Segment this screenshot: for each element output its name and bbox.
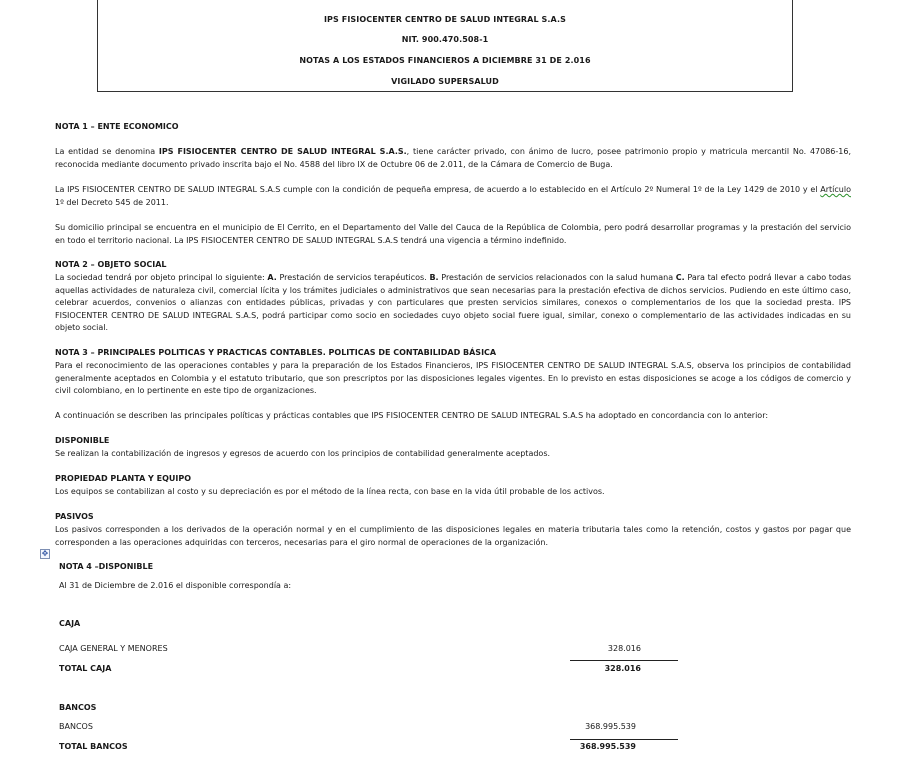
- disponible-text: Se realizan la contabilización de ingresos y egresos de acuerdo con los principios de contabilidad generalmente aceptados.: [55, 449, 551, 458]
- bancos-subtotal-rule: [570, 739, 678, 740]
- ppe-text: Los equipos se contabilizan al costo y su depreciación es por el método de la línea recta, con base en la vida útil probable de los activos.: [55, 487, 605, 496]
- supervision-label: VIGILADO SUPERSALUD: [391, 77, 499, 86]
- bancos-total-label: TOTAL BANCOS: [59, 742, 128, 751]
- nota3-paragraph-2: A continuación se describen las principales políticas y prácticas contables que IPS FISIOCENTER CENTRO DE SALUD INTEGRAL S.A.S ha adoptado en concordancia con lo anterior:: [55, 411, 769, 420]
- nota3-heading: NOTA 3 – PRINCIPALES POLITICAS Y PRACTICAS CONTABLES. POLITICAS DE CONTABILIDAD BÁSICA: [55, 348, 497, 357]
- nota2-heading: NOTA 2 – OBJETO SOCIAL: [55, 260, 167, 269]
- caja-total-value: 328.016: [604, 664, 641, 673]
- document-header: [97, 0, 793, 92]
- caja-row-label: CAJA GENERAL Y MENORES: [59, 644, 168, 653]
- nota3-paragraph-1: Para el reconocimiento de las operaciones contables y para la preparación de los Estados Financieros, IPS FISIOCENTER CENTRO DE SALUD INTEGRAL S.A.S, observa los principios de contabilidad generalmente aceptados en Colombia y el estatuto tributario, que son prescriptos por las disposiciones legales vigentes. En lo previsto en estas disposiciones se acoge a los códigos de comercio y civil colombiano, en lo pertinente en este tipo de organizaciones.: [55, 361, 851, 395]
- nota4-intro: Al 31 de Diciembre de 2.016 el disponible correspondía a:: [59, 581, 292, 590]
- caja-subtotal-rule: [570, 660, 678, 661]
- caja-row-value: 328.016: [607, 644, 641, 653]
- nota1-paragraph-3: Su domicilio principal se encuentra en el municipio de El Cerrito, en el Departamento del Valle del Cauca de la República de Colombia, pero podrá desarrollar programas y la prestación del servicio en todo el territorio nacional. La IPS FISIOCENTER CENTRO DE SALUD INTEGRAL S.A.S tendrá una vigencia a término indefinido.: [55, 223, 851, 245]
- company-name: IPS FISIOCENTER CENTRO DE SALUD INTEGRAL S.A.S: [323, 15, 566, 24]
- ppe-heading: PROPIEDAD PLANTA Y EQUIPO: [55, 474, 192, 483]
- company-name-inline: IPS FISIOCENTER CENTRO DE SALUD INTEGRAL S.A.S.: [158, 147, 407, 156]
- bancos-row-value: 368.995.539: [585, 722, 636, 731]
- nota1-paragraph-2: La IPS FISIOCENTER CENTRO DE SALUD INTEGRAL S.A.S cumple con la condición de pequeña empresa, de acuerdo a lo establecido en el Artículo 2º Numeral 1º de la Ley 1429 de 2010 y el Artículo 1º del Decreto 545 de 2011.: [55, 185, 851, 207]
- pasivos-heading: PASIVOS: [55, 512, 94, 521]
- spellcheck-flag[interactable]: Artículo: [820, 185, 851, 194]
- bancos-total-value: 368.995.539: [579, 742, 636, 751]
- caja-heading: CAJA: [59, 619, 81, 628]
- pasivos-text: Los pasivos corresponden a los derivados de la operación normal y en el cumplimiento de las disposiciones legales en materia tributaria tales como la retención, costos y gastos por pagar que corresponden a las operaciones adquiridas con terceros, necesarias para el giro normal de operaciones de la organización.: [55, 525, 851, 547]
- company-nit: NIT. 900.470.508-1: [401, 35, 489, 44]
- nota4-heading: NOTA 4 –DISPONIBLE: [59, 562, 154, 571]
- disponible-heading: DISPONIBLE: [55, 436, 110, 445]
- nota1-paragraph-1: La entidad se denomina IPS FISIOCENTER CENTRO DE SALUD INTEGRAL S.A.S., tiene carácter privado, con ánimo de lucro, posee patrimonio propio y matricula mercantil No. 47086-16, reconocida mediante documento privado inscrita bajo el No. 4588 del libro IX de Octubre 06 de 2.011, de la Cámara de Comercio de Buga.: [55, 147, 852, 169]
- caja-total-label: TOTAL CAJA: [59, 664, 112, 673]
- nota2-paragraph: La sociedad tendrá por objeto principal lo siguiente: A. Prestación de servicios terapéuticos. B. Prestación de servicios relacionados con la salud humana C. Para tal efecto podrá llevar a cabo todas aquellas actividades de naturaleza civil, comercial lícita y los trámites judiciales o administrativos que sean necesarias para la prestación efectiva de dichos servicios. Pudiendo en este último caso, celebrar acuerdos, convenios o alianzas con entidades públicas, privadas y con particulares que presten servicios similares, conexos o complementarios de los que la sociedad presta. IPS FISIOCENTER CENTRO DE SALUD INTEGRAL S.A.S, podrá participar como socio en sociedades cuyo objeto social fuere igual, similar, conexo o complementario de las actividades indicadas en su objeto social.: [55, 273, 851, 332]
- bancos-heading: BANCOS: [59, 703, 97, 712]
- table-move-handle-icon[interactable]: ✥: [41, 549, 49, 558]
- nota1-heading: NOTA 1 – ENTE ECONOMICO: [55, 122, 179, 131]
- document-title: NOTAS A LOS ESTADOS FINANCIEROS A DICIEMBRE 31 DE 2.016: [299, 56, 591, 65]
- bancos-row-label: BANCOS: [59, 722, 93, 731]
